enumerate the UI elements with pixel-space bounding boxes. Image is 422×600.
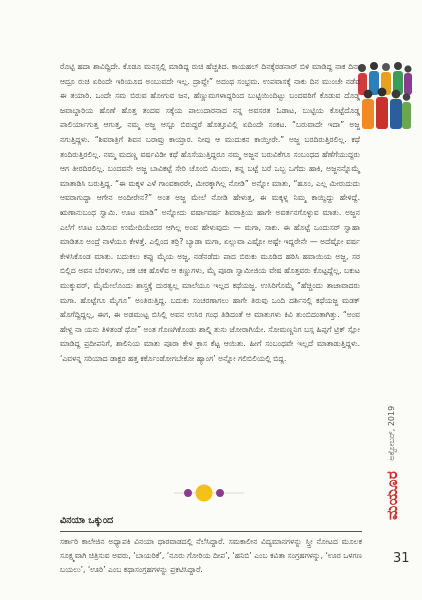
purple-dot	[184, 489, 192, 497]
article-paragraph: ರೊಟ್ಟಿ ಹದಾ ಶಾವಿದ್ದಿದೇ. ಕೊಡೂ ಮನಸ್ಸಲ್ಲಿ ಮಾಡಿದ್ದ ರುಚಿ ಹೆಚ್ಚತಿದ. ಕಾಯಹಲ್ ದಿನಕ್ಕೆರಡನಾರ್ ಬಿಳಿ ಮಾಡಿದ್ದ ನಾಕ ದಿನಾ ಆದ್ರೂ ರುಚಿ ಏರಿಂದೇ ಇರಿಯೂದ ಅಂಬುವದೇ ಇಲ್ಲ. ದ್ರಾವ್ದೇ” ಅದಂಥ ಸಂಭ್ರಮ. ಉಪವಾಸಕ್ಕೆ ನಾಕು ದಿನ ಮುಂಚೇ ನಡೆವ ಈ ತಯಾರಿ. ಒಂದೇ ಸಮ ಬಿರುವ ಹೋಗುವ ಜನ, ಹೆಣ್ಣುಮಗಳಾದ್ದರಿಂದ ಬುಟ್ಟಿಯಿಂದಿಟ್ಟು ಬಂದವರಿಗೆ ಕೊಡುವ ದೊಡ್ಡ ಜವಾಬ್ದಾರಿಯ ಹೊಣೆ ಹೊತ್ತ ತಂದವ ಸಕ್ಕೆಯ ಪಾಲುದಾರನಾದ ನನ್ನ ಅವಸರತ ಓಡಾಟ, ಬುಟ್ಟಿಯ ಕೊಟ್ಟೆದೊಡ್ಡ ಪಾಲಿರ್ಯಾಗುತ್ತ ಆಗುತ್ತ, ನಮ್ಮ ಅಜ್ಜ ಆಸ್ಟೂ ಬಿರುದ್ದರೆ ಹೊತ್ತೂವಿಲ್ಲಿ ಏದಿಂದೇ ಸಂಕಟ. “ಬರುವಾದೇ ಇದಾ” ಅಜ್ಜ ನಗುತ್ತಿದ್ದಳು. “ಶಿವರಾತ್ರಿಗೆ ಶಿವನ ಬರಾವ್ರು ಕಾಯ್ತಾರ. ನೀವು ಆ ಮುದುಕನ ಕಾಯ್ತೀರೇ.” ಅಜ್ಜ ಬರದಿರುತ್ತಿರಲಿಲ್ಲ. ಕಥೆ ತಂದಿರುತ್ತಿರಲಿಲ್ಲ. ನಮ್ಮ ಮದಣ್ಣ ವರ್ಷವಿಡೀ ಕಥೆ ಹೊಸೆಯುತ್ತಿದ್ದರೂ ನಮ್ಮ ಅಜ್ಜನ ಬರುವಿಕೆಗೂ ಸಂಬಂಧದ ಹೆಣೆಗೆಯುದ್ದರು ಆಗ ತೀರದಿರಲಿಲ್ಲ. ಬಂದವನೇ ಅಜ್ಜ ಬಾವಿಕಟ್ಟೆ ಸೇರಿ ಚೊಂಬಿ ಮಿಂದು, ತನ್ನ ಬಟ್ಟೆ ಬರೆ ಒಬ್ಬ ಒಗೆದು ಹಾಕಿ, ಅಜ್ಜನನ್ನೊಮ್ಮೆ ಮಾತಾಡಿಸಿ ಬರುತ್ತಿದ್ದ. “ಈ ಮಕ್ಕಳ ಎಳೆ ಗಾಂವಕಾರರೇ, ಮೀರಕ್ಕಾಗಿಲ್ಲ ನೋಡಿ” ಅನ್ನೋ ಮಾತು, “ಹೂಂ, ಎಲ್ಲ ಮೀರುದುದು ಆವರಾಗುದ್ದಾ ಆಗೇನ ಅಂದೀರೇನ?” ಅಂತ ಅಜ್ಜ ಮೇಲೆ ನೋಡಿ ಹೇಳುತ್ತ, ಈ ಮಕ್ಕಳ್ನ ನಿಮ್ಮ ಕಾಯ್ದಿದ್ದು ಹೇಳಿದ್ದೆ. ಋಣಾನುಬಂಧ ಸ್ವಾಮಿ. ಊಟ ಮಾಡಿ” ಅನ್ನೋದು ವರ್ಷಾವರ್ಷ ಶಿವರಾತ್ರಿಯ ಹಾಗೇ ಅವರ್ತನಗೊಳ್ಳುವ ಮಾತು. ಅಜ್ಜನ ಎಲೆಗೆ ಊಟ ಬಡಿಸುವ ಉಮೇದಿಯೇದರ ಆಗಿಲ್ಲ ಅಂವ ಹೇಳುವುದು — ಮಗಾ, ಸಾಕು. ಈ ಹೊಟ್ಟೆ ಒಂದುಸರ್ ಸ್ವಾಹಾ ಮಾಡಿತೂ ಅಂದ್ರೆ ನಾಳೆಯೂ ಕೇಳತ್ತೆ. ಎಲ್ಲಿಂದ ತರ್ರಿ? ಬ್ಯಾಡಾ ಮಗಾ, ಏಲ್ಲುವಾ ಎಷ್ಟೋ ಅಷ್ಟೇ ಇದ್ದರೇನೇ — ಅದೆಷ್ಟೋ ವರ್ಷ ಕೇಳಿಸಿಕೊಂಡ ಮಾತು. ಬದುಕಲು ಕಪ್ಪು ಮೈಯ ಅಜ್ಜ, ನಡೆನಡೆದು ಪಾದ ಬಿರುಕು ಮೂಡಿದ ಹಠಿಸಿ ಹವಾಯಿಯ ಅಜ್ಜ, ಸರ ಬಿಲ್ಲಿದ ಅವನ ಬೆರಳುಗಳು, ಚಕ ಚಕ ಹೊಳೆವ ಆ ಕಣ್ಣುಗಳು, ಮೈ ಪೂರಾ ಸ್ವಾಮೀಜಿಯ ವೇಷ ಹೊತ್ತವರು ಕೊಟ್ಟದ್ದೆಲ್ಲ, ಬಕುಟ ಮುಕ್ಕುವರ್, ಮೈಮೇಲೊಂದು ಶಾಸ್ತ್ರಕ್ಕೆ ದುರತ್ವಲ್ಲ ಮಾಲೆಯೂ ಇಲ್ಲದ ಕಥೆಯಜ್ಜ. ಉಸಿರಿಗೊಮ್ಮೆ “ಹೆಚ್ಚಿಂದು ತಾಜಾವಾದರು ಮಗಾ. ಹೊಟ್ಟೆಗೂ ಮೈಗೂ” ಅಂತಿರುತ್ತಿದ್ದ. ಬದುಕು ಸಂಚರಣಾಗಲು ಹಾಗೇ ತಿರುವು ಒಂದಿ ದರ್ಶಿನಲ್ಲಿ ಕಥೆಯಜ್ಜ ಮಡಕ್ ಹೊಗೆದ್ದಿದ್ದಲ್ಲ, ಈಗ, ಈ ಅಡಮುಟ್ಟ ಬಿಸಿಲ್ಲಿ ಅವನ ಉಸಿರ ಗಂಧ ತಿಡಿದಂತೆ ಆ ಮಾತುಗಳು ಕಿವಿ ತುಂಬಿದಂತಾಗಿತ್ತು. “ಅಂವ ಹೇಳ್ದ ನಾ ಯನು ತಿಳಿತಂಡೆ ಥೋ” ಅಂತ ಗೊಣಗಿಕೊಂಡು ಶಾಲ್ನಿ ತುಸು ಜೋರಾಗಿಯೇ. ಸೋಮಣ್ಣನಿಗ ಬಸ್ಸ ಹಿಪ್ಪಗೆ ಟ್ರಿಕ್ ಸ್ಲೋ ಮಾಡಿದ್ದ ಪ್ರದೀಪನಿಗೆ, ಶಾಲಿನಿಯ ಮಾತು ಪೂರಾ ಕೇಳಿ ಕ್ರಾಸ ಕೆಟ್ಟ ಆಯಿತು. ಹೀಗೆ ಸಂಬಂಧವೇ ಇಲ್ಲದೆ ಮಾತಾಡುತ್ತಿದ್ದಳು. ‘ಎವಳನ್ನ ಸರಿಯಾದ ಡಾಕ್ಟರ ಹತ್ತ ಕರ್ಕೊಂಡೋಗಬೇಕೋ ಹ್ಯಾಂಗ’ ಅನ್ನೋ ಗಲಿಬಿಲಿಯಲ್ಲಿ ಬಿದ್ದ.	[60, 62, 360, 363]
divider-dots	[174, 482, 244, 504]
purple-dot-2	[216, 489, 224, 497]
article-body	[60, 60, 360, 366]
people-illustration	[352, 58, 414, 134]
yellow-dot	[196, 485, 213, 502]
section-divider	[60, 531, 362, 532]
author-bio: ಸರ್ಕಾರಿ ಕಾಲೇಜಿನ ಅಧ್ಯಾಪಕಿ ವಿನಯಾ ಧಾರವಾಡದಲ್ಲಿ ನೆಲೆಸಿದ್ದಾರೆ. ಸಮಕಾಲೀನ ವಿದ್ಯಮಾನಗಳನ್ನು ಸ್ತ್ರೀ ನೋಟದ ಮೂಲಕ ಸೂಕ್ಷ್ಮವಾಗಿ ಚಿತ್ರಿಸುವ ಅವರು, ‘ಬಾಯರಿಕೆ’, ‘ನೂರು ಗೋರಿಯ ದೀಪ’, ‘ಹನಿಬಿ’ ಎಂಬ ಕವಿತಾ ಸಂಗ್ರಹಗಳನ್ನು, ‘ಊರ ಒಳಗಣ ಬಯಲು’, ‘ಊರಿ’ ಎಂಬ ಕಥಾಸಂಗ್ರಹಗಳನ್ನು ಪ್ರಕಟಿಸಿದ್ದಾರೆ.	[60, 537, 362, 574]
author-name-heading: ವಿನಯಾ ಒಕ್ಕುಂದ	[60, 515, 114, 526]
page-number: 31	[393, 551, 410, 566]
magazine-logo: ಮಯೂರ	[383, 470, 401, 520]
issue-date: ಅಕ್ಟೋಬರ್, 2019	[387, 405, 396, 461]
side-masthead	[383, 406, 401, 520]
